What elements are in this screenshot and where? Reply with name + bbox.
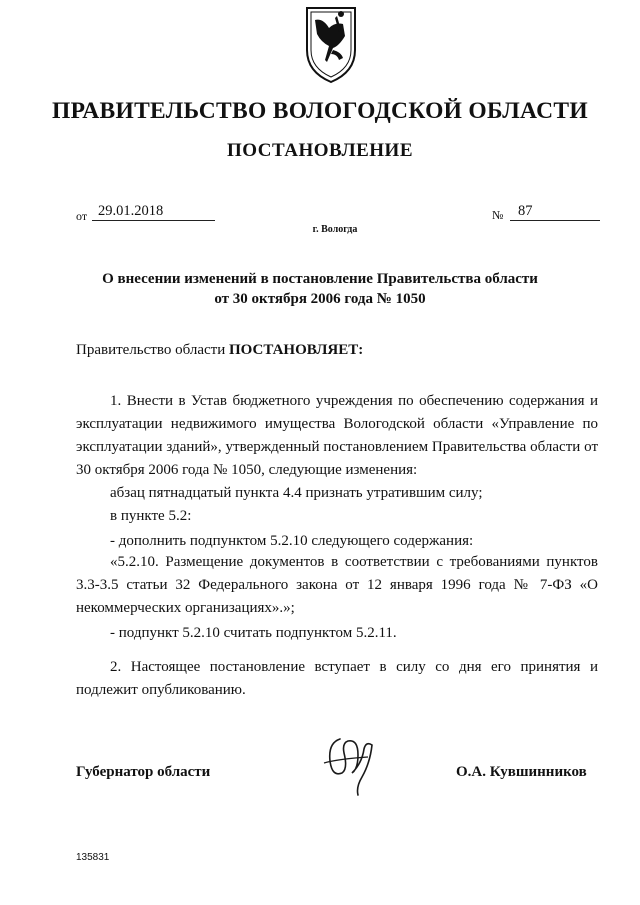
document-date: 29.01.2018 <box>92 203 215 221</box>
signatory-position: Губернатор области <box>76 764 211 780</box>
document-type: ПОСТАНОВЛЕНИЕ <box>226 140 414 161</box>
handwritten-signature-icon <box>318 733 378 797</box>
date-prefix: от <box>76 209 88 223</box>
list-item: - дополнить подпунктом 5.2.10 следующего содержания: <box>110 533 474 549</box>
signatory-name: О.А. Кувшинников <box>456 764 587 780</box>
decree-line <box>76 339 598 362</box>
paragraph-1: 1. Внести в Устав бюджетного учреждения по обеспечению содержания и эксплуатации недвижимого имущества Вологодской области «Управление по эксплуатации зданий», утвержденный постановлением Правительства области от 30 октября 2006 года № 1050, следующие изменения: <box>76 393 598 478</box>
subject-line-2: от 30 октября 2006 года № 1050 <box>214 291 426 307</box>
government-title: ПРАВИТЕЛЬСТВО ВОЛОГОДСКОЙ ОБЛАСТИ <box>52 98 588 124</box>
coat-of-arms-icon <box>303 6 359 84</box>
list-item: - подпункт 5.2.10 считать подпунктом 5.2.11. <box>110 625 397 641</box>
paragraph-2: 2. Настоящее постановление вступает в силу со дня его принятия и подлежит опубликованию. <box>76 659 598 698</box>
city: г. Вологда <box>312 224 358 235</box>
number-prefix: № <box>492 208 504 222</box>
list-item: абзац пятнадцатый пункта 4.4 признать утратившим силу; <box>110 485 483 501</box>
decree-intro: Правительство области <box>76 342 226 358</box>
list-item: в пункте 5.2: <box>110 508 192 524</box>
document-subject <box>60 269 580 309</box>
document-number: 87 <box>510 203 600 221</box>
subject-line-1: О внесении изменений в постановление Правительства области <box>102 271 538 287</box>
document-code: 135831 <box>76 852 110 863</box>
quoted-amendment: «5.2.10. Размещение документов в соответствии с требованиями пунктов 3.3-3.5 статьи 32 Федерального закона от 12 января 1996 года № 7-ФЗ «О некоммерческих организациях».»; <box>76 554 598 616</box>
decree-verb: ПОСТАНОВЛЯЕТ: <box>228 342 364 358</box>
